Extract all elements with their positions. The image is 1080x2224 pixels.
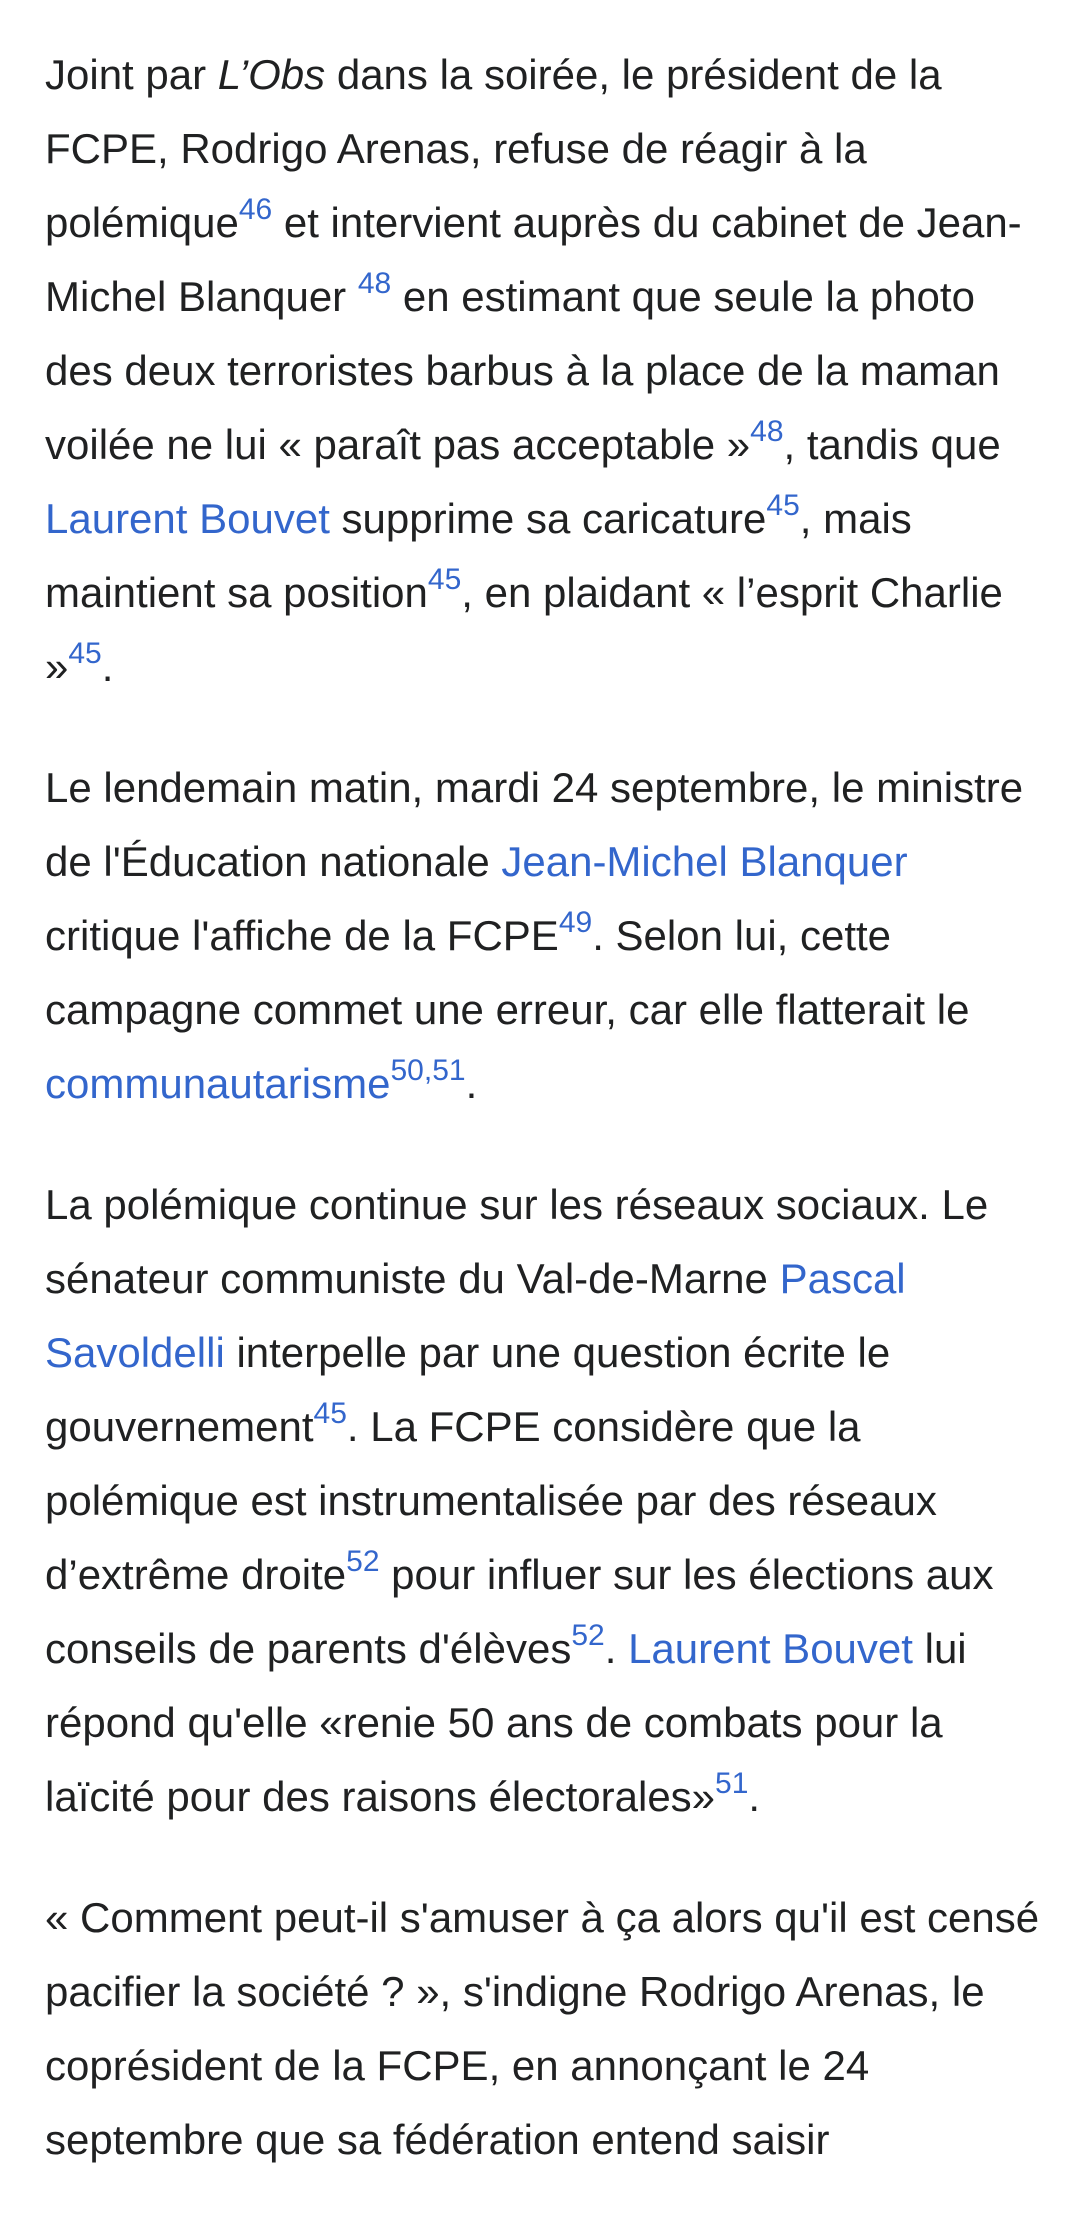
text: « Comment peut-il s'amuser à ça alors qu'il est censé pacifier la société ? », s'indigne Rodrigo Arenas, le coprésident de la FCPE, en annonçant le 24 septembre que sa fédération entend saisir [45,1894,1040,2163]
citation-link[interactable]: 45 [68,637,102,670]
citation-link[interactable]: 45 [313,1397,347,1430]
text: Joint par [45,51,218,98]
link-jean-michel-blanquer[interactable]: Jean-Michel Blanquer [501,838,908,885]
citation-ref[interactable] [428,563,461,596]
citation-ref[interactable] [68,637,101,670]
citation-ref[interactable] [571,1619,604,1652]
text: et intervient auprès du cabinet de Jean-Michel Blanquer [45,199,1022,320]
citation-ref[interactable] [346,1545,379,1578]
text: . [101,643,114,690]
link-laurent-bouvet[interactable]: Laurent Bouvet [45,495,330,542]
citation-ref[interactable] [314,1397,347,1430]
citation-link[interactable]: 48 [750,415,784,448]
article-body [45,38,1045,2224]
citation-ref[interactable] [358,267,391,300]
citation-link[interactable]: 50 [390,1054,424,1087]
text: . Selon lui, cette campagne commet une erreur, car elle flatterait le [45,912,970,1033]
link-pascal-savoldelli[interactable]: Pascal Savoldelli [45,1255,906,1376]
citation-link[interactable]: 45 [766,489,800,522]
link-laurent-bouvet[interactable]: Laurent Bouvet [628,1625,913,1672]
text: . [465,1060,478,1107]
text: . [604,1625,629,1672]
text: dans la soirée, le président de la FCPE, Rodrigo Arenas, refuse de réagir à la polémique [45,51,942,246]
text: en estimant que seule la photo des deux terroristes barbus à la place de la maman voilée ne lui « paraît pas acceptable » [45,273,1000,468]
link-communautarisme[interactable]: communautarisme [45,1060,391,1107]
text: supprime sa caricature [329,495,767,542]
paragraph-1 [45,38,1045,704]
citation-link[interactable]: 46 [238,193,273,226]
text: interpelle par une question écrite le gouvernement [45,1329,891,1450]
text: . La FCPE considère que la polémique est instrumentalisée par des réseaux d’extrême droite [45,1403,937,1598]
text: , tandis que [783,421,1001,468]
text: . [748,1773,761,1820]
paragraph-2 [45,751,1045,1121]
citation-link[interactable]: 52 [571,1619,605,1652]
citation-ref[interactable] [715,1767,748,1800]
citation-link[interactable]: 51 [432,1054,466,1087]
citation-ref[interactable] [750,415,783,448]
text: La polémique continue sur les réseaux sociaux. Le sénateur communiste du Val-de-Marne [45,1181,989,1302]
citation-link[interactable]: 48 [357,267,392,300]
paragraph-3 [45,1168,1045,1834]
citation-ref[interactable] [559,906,592,939]
citation-ref[interactable] [239,193,272,226]
citation-link[interactable]: 45 [427,563,462,596]
text: critique l'affiche de la FCPE [45,912,559,959]
publication-title: L’Obs [217,51,326,98]
citation-separator: , [423,1054,433,1087]
citation-link[interactable]: 52 [346,1545,380,1578]
text: lui répond qu'elle «renie 50 ans de combats pour la laïcité pour des raisons électorales» [45,1625,967,1820]
text: Le lendemain matin, mardi 24 septembre, le ministre de l'Éducation nationale [45,764,1024,885]
citation-link[interactable]: 49 [558,906,593,939]
text: , mais maintient sa position [45,495,912,616]
citation-link[interactable]: 51 [715,1767,749,1800]
citation-ref[interactable] [390,1054,465,1087]
citation-ref[interactable] [766,489,799,522]
paragraph-4 [45,1881,1045,2177]
text: , en plaidant « l’esprit Charlie » [45,569,1003,690]
text: pour influer sur les élections aux conseils de parents d'élèves [45,1551,994,1672]
